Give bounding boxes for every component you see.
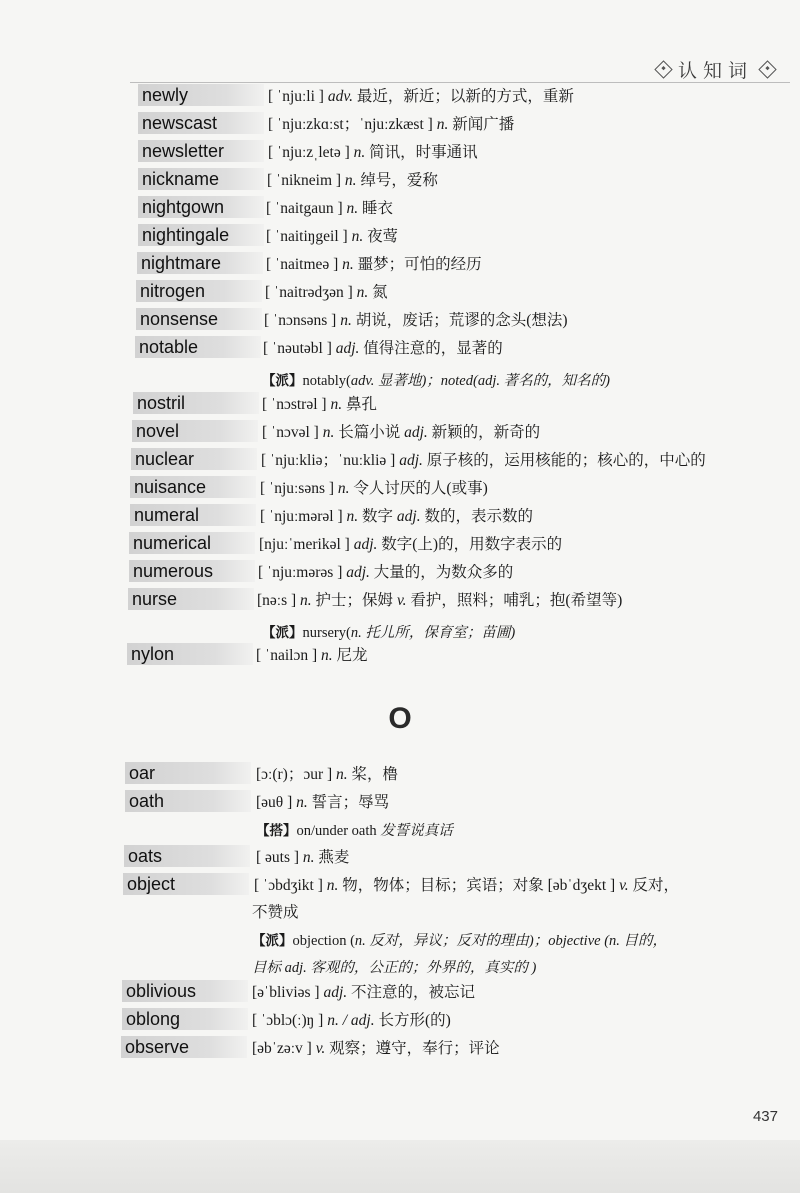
meaning: 长篇小说 [338, 424, 401, 441]
definition [258, 562, 513, 584]
headword: nightgown [138, 196, 264, 218]
headword: newscast [138, 112, 264, 134]
headword: newsletter [138, 140, 264, 162]
phonetic: [ ˈnikneim ] [267, 172, 342, 189]
part-of-speech: adj. [399, 452, 423, 469]
part-of-speech: n. / adj. [327, 1012, 375, 1029]
definition [267, 170, 438, 192]
meaning: 值得注意的，显著的 [363, 340, 503, 357]
part-of-speech: n. [326, 877, 339, 894]
diamond-icon [654, 60, 672, 78]
definition [264, 310, 568, 332]
part-of-speech: v. [315, 1040, 326, 1057]
meaning: 物，物体；目标；宾语；对象 [342, 877, 544, 894]
meaning: 鼻孔 [345, 396, 377, 413]
definition [268, 142, 478, 164]
meaning: 看护，照料；哺乳；抱(希望等) [410, 592, 623, 609]
page-number: 437 [752, 1108, 778, 1125]
part-of-speech: adj. [323, 984, 348, 1001]
headword: nightmare [137, 252, 263, 274]
phonetic: [nəːs ] [257, 592, 297, 609]
meaning: 誓言；辱骂 [311, 794, 390, 811]
definition [256, 645, 368, 667]
part-of-speech: adv. [327, 88, 353, 105]
meaning: 尼龙 [336, 647, 368, 664]
definition [252, 982, 475, 1004]
definition [256, 764, 398, 786]
phonetic: [ɔː(r)；ɔur ] [256, 766, 333, 783]
definition [262, 422, 540, 444]
definition [266, 254, 482, 276]
derivation-line: 【派】nursery(n. 托儿所，保育室；苗圃) [262, 625, 516, 641]
meaning: 数字 [362, 508, 394, 525]
section-letter: O [388, 702, 412, 735]
part-of-speech: n. [337, 480, 350, 497]
meaning: 数的，表示数的 [424, 508, 533, 525]
part-of-speech: n. [322, 424, 335, 441]
meaning: 燕麦 [318, 849, 350, 866]
definition [260, 478, 488, 500]
phonetic: [ ˈnaitgaun ] [266, 200, 343, 217]
phonetic: [ ˈnjuːzˌletə ] [268, 144, 350, 161]
meaning: 最近，新近；以新的方式，重新 [356, 88, 574, 105]
phonetic: [ ˈnɔnsəns ] [264, 312, 337, 329]
part-of-speech: n. [353, 144, 366, 161]
phonetic: [ ˈnjuːsəns ] [260, 480, 335, 497]
page-header [657, 56, 774, 83]
phonetic: [ ˈnɔvəl ] [262, 424, 319, 441]
meaning: 原子核的，运用核能的；核心的，中心的 [426, 452, 706, 469]
phonetic: [njuːˈmerikəl ] [259, 536, 350, 553]
part-of-speech: adj. [353, 536, 378, 553]
phonetic: [əbˈzəːv ] [252, 1040, 312, 1057]
derivation-line: 目标 adj. 客观的，公正的；外界的，真实的 ) [252, 960, 537, 976]
phonetic: [əˈbliviəs ] [252, 984, 320, 1001]
derivation-line: 【派】notably(adv. 显著地)；noted(adj. 著名的，知名的) [262, 373, 610, 389]
part-of-speech: n. [356, 284, 369, 301]
part-of-speech: n. [330, 396, 343, 413]
definition [263, 338, 503, 360]
part-of-speech: n. [300, 592, 312, 609]
phonetic: [ ˈnɔstrəl ] [262, 396, 327, 413]
headword: nurse [128, 588, 254, 610]
meaning: 长方形(的) [378, 1012, 451, 1029]
part-of-speech: n. [302, 849, 315, 866]
part-of-speech: v. [396, 592, 407, 609]
definition [260, 506, 533, 528]
phonetic: [ ˈnjuːzkɑːst；ˈnjuːzkæst ] [268, 116, 433, 133]
definition [268, 114, 514, 136]
headword: notable [135, 336, 261, 358]
part-of-speech: n. [346, 508, 359, 525]
phonetic: [ ˈnjuːli ] [268, 88, 324, 105]
header-title: 认知词 [677, 61, 753, 82]
meaning: 观察；遵守，奉行；评论 [329, 1040, 500, 1057]
phonetic: [əuθ ] [256, 794, 293, 811]
phonetic: [ ˈnjuːmərəl ] [260, 508, 343, 525]
headword: newly [138, 84, 264, 106]
meaning: 胡说，废话；荒谬的念头(想法) [355, 312, 568, 329]
part-of-speech: adj. [335, 340, 360, 357]
meaning: 噩梦；可怕的经历 [357, 256, 482, 273]
phonetic: [ ˈnailɔn ] [256, 647, 318, 664]
headword: oblivious [122, 980, 248, 1002]
headword: observe [121, 1036, 247, 1058]
headword: nightingale [138, 224, 264, 246]
derivation-line: 【派】objection (n. 反对，异议；反对的理由)；objective (n. 目的， [252, 933, 668, 949]
part-of-speech: n. [346, 200, 359, 217]
part-of-speech: n. [342, 256, 354, 273]
headword: nuclear [131, 448, 257, 470]
part-of-speech: adj. [404, 424, 428, 441]
page-bottom-shade [0, 1140, 800, 1193]
meaning: 令人讨厌的人(或事) [353, 480, 488, 497]
header-rule [130, 82, 790, 83]
meaning: 不注意的，被忘记 [351, 984, 476, 1001]
meaning: 反对， [632, 877, 680, 894]
meaning: 数字(上)的，用数字表示的 [381, 536, 563, 553]
headword: numerical [129, 532, 255, 554]
meaning: 新颖的，新奇的 [431, 424, 541, 441]
meaning: 绰号，爱称 [360, 172, 438, 189]
meaning: 氮 [372, 284, 388, 301]
meaning: 睡衣 [361, 200, 393, 217]
diamond-icon [758, 60, 776, 78]
headword: oats [124, 845, 250, 867]
headword: numeral [130, 504, 256, 526]
definition [256, 792, 389, 814]
headword: numerous [129, 560, 255, 582]
headword: nonsense [136, 308, 262, 330]
definition [266, 198, 393, 220]
phonetic: [ ˈnəutəbl ] [263, 340, 332, 357]
headword: nuisance [130, 476, 256, 498]
definition [261, 450, 706, 472]
phonetic: [ əuts ] [256, 849, 300, 866]
part-of-speech: adj. [346, 564, 370, 581]
phonetic: [ ˈnjuːkliə；ˈnuːkliə ] [261, 452, 396, 469]
definition-continuation: 不赞成 [252, 904, 299, 921]
part-of-speech: n. [351, 228, 364, 245]
meaning: 桨，橹 [351, 766, 399, 783]
collocation-line: 【搭】on/under oath 发誓说真话 [256, 823, 453, 839]
meaning: 新闻广播 [452, 116, 515, 133]
definition [265, 282, 388, 304]
phonetic: [ ˈɔblɔ(ː)ŋ ] [252, 1012, 324, 1029]
part-of-speech: adj. [396, 508, 421, 525]
headword: nickname [138, 168, 264, 190]
phonetic: [əbˈdʒekt ] [547, 877, 616, 894]
headword: oar [125, 762, 251, 784]
definition [257, 590, 622, 612]
part-of-speech: n. [340, 312, 352, 329]
part-of-speech: n. [320, 647, 333, 664]
phonetic: [ ˈnjuːmərəs ] [258, 564, 343, 581]
headword: object [123, 873, 249, 895]
phonetic: [ ˈnaitrədʒən ] [265, 284, 353, 301]
definition [268, 86, 574, 108]
definition [252, 1038, 500, 1060]
definition [262, 394, 377, 416]
definition [259, 534, 562, 556]
part-of-speech: n. [436, 116, 449, 133]
part-of-speech: v. [619, 877, 629, 894]
part-of-speech: n. [336, 766, 348, 783]
headword: novel [132, 420, 258, 442]
phonetic: [ ˈɔbdʒikt ] [254, 877, 323, 894]
headword: oath [125, 790, 251, 812]
headword: nostril [133, 392, 259, 414]
part-of-speech: n. [344, 172, 357, 189]
phonetic: [ ˈnaitiŋgeil ] [266, 228, 348, 245]
definition [252, 1010, 451, 1032]
headword: oblong [122, 1008, 248, 1030]
meaning: 护士；保姆 [315, 592, 394, 609]
phonetic: [ ˈnaitmeə ] [266, 256, 339, 273]
headword: nitrogen [136, 280, 262, 302]
meaning: 简讯，时事通讯 [369, 144, 478, 161]
headword: nylon [127, 643, 253, 665]
definition [254, 875, 679, 897]
definition [266, 226, 398, 248]
definition [256, 847, 349, 869]
meaning: 大量的，为数众多的 [373, 564, 514, 581]
part-of-speech: n. [296, 794, 308, 811]
meaning: 夜莺 [367, 228, 399, 245]
